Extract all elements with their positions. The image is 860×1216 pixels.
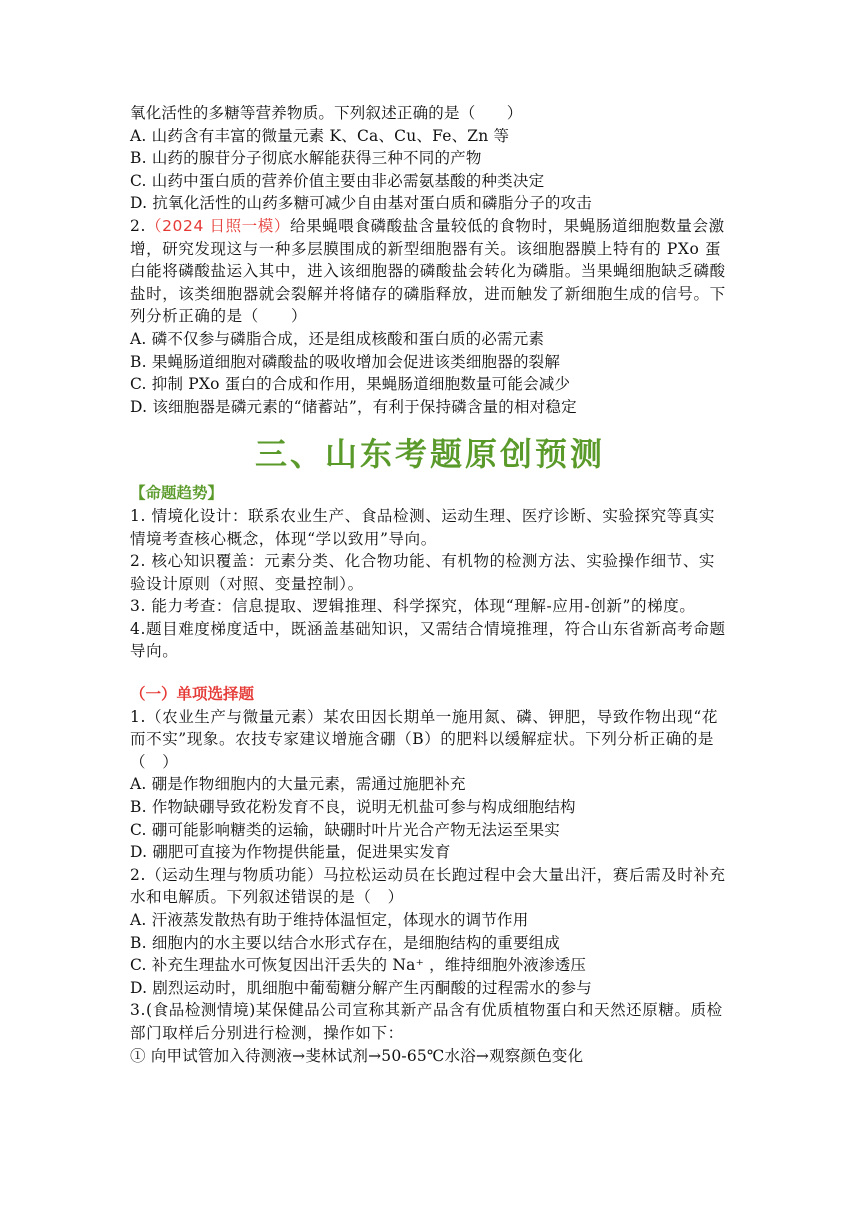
trend-item-2: 2. 核心知识覆盖：元素分类、化合物功能、有机物的检测方法、实验操作细节、实验设计原则（对照、变量控制）。: [130, 552, 716, 593]
subsection-heading: （一）单项选择题: [130, 685, 255, 704]
option-c: C. 硼可能影响糖类的运输，缺硼时叶片光合产物无法运至果实: [130, 820, 560, 839]
trend-item-3: 3. 能力考查：信息提取、逻辑推理、科学探究，体现“理解-应用-创新”的梯度。: [130, 597, 696, 616]
option-d: D. 该细胞器是磷元素的“储蓄站”，有利于保持磷含量的相对稳定: [130, 397, 577, 416]
question-stem-text: 给果蝇喂食磷酸盐含量较低的食物时，果蝇肠道细胞数量会激增，研究发现这与一种多层膜围成的新型细胞器有关。该细胞器膜上特有的 PXo 蛋白能将磷酸盐运入其中，进入该细胞器的磷酸盐会转化为磷脂。当果蝇细胞缺乏磷酸盐时，该类细胞器就会裂解并将储存的磷脂释放，进而触发了新细胞生成的信号。下列分析正确的是（ ）: [130, 216, 726, 326]
option-c: C. 补充生理盐水可恢复因出汗丢失的 Na⁺ ，维持细胞外液渗透压: [130, 956, 587, 975]
option-d: D. 抗氧化活性的山药多糖可减少自由基对蛋白质和磷脂分子的攻击: [130, 194, 592, 213]
option-d: D. 硼肥可直接为作物提供能量，促进果实发育: [130, 843, 451, 862]
option-c: C. 抑制 PXo 蛋白的合成和作用，果蝇肠道细胞数量可能会减少: [130, 375, 571, 394]
option-a: A. 硼是作物细胞内的大量元素，需通过施肥补充: [130, 775, 466, 794]
question-3-stem: 3.(食品检测情境)某保健品公司宣称其新产品含有优质植物蛋白和天然还原糖。质检部门取样后分别进行检测，操作如下：: [130, 1001, 723, 1042]
question-number: 2.: [130, 216, 146, 235]
trend-item-4: 4.题目难度梯度适中，既涵盖基础知识，又需结合情境推理，符合山东省新高考命题导向。: [130, 619, 726, 661]
option-b: B. 果蝇肠道细胞对磷酸盐的吸收增加会促进该类细胞器的裂解: [130, 352, 561, 371]
procedure-step-1: ① 向甲试管加入待测液→斐林试剂→50-65℃水浴→观察颜色变化: [130, 1046, 584, 1065]
section-title: 三、山东考题原创预测: [254, 435, 605, 474]
option-a: A. 磷不仅参与磷脂合成，还是组成核酸和蛋白质的必需元素: [130, 329, 545, 348]
source-tag: （2024 日照一模）: [146, 216, 290, 235]
option-b: B. 作物缺硼导致花粉发育不良，说明无机盐可参与构成细胞结构: [130, 798, 576, 817]
question-stem-tail: 氧化活性的多糖等营养物质。下列叙述正确的是（ ）: [130, 104, 523, 122]
option-a: A. 汗液蒸发散热有助于维持体温恒定，体现水的调节作用: [130, 911, 529, 929]
trend-heading: 【命题趋势】: [130, 484, 224, 503]
trend-item-1: 1. 情境化设计：联系农业生产、食品检测、运动生理、医疗诊断、实验探究等真实情境考查核心概念，体现“学以致用”导向。: [130, 506, 716, 548]
option-b: B. 山药的腺苷分子彻底水解能获得三种不同的产物: [130, 149, 482, 168]
question-1-stem: 1.（农业生产与微量元素）某农田因长期单一施用氮、磷、钾肥，导致作物出现“花而不实”现象。农技专家建议增施含硼（B）的肥料以缓解症状。下列分析正确的是（ ）: [130, 707, 719, 771]
option-a: A. 山药含有丰富的微量元素 K、Ca、Cu、Fe、Zn 等: [130, 126, 510, 145]
option-b: B. 细胞内的水主要以结合水形式存在，是细胞结构的重要组成: [130, 933, 561, 952]
option-c: C. 山药中蛋白质的营养价值主要由非必需氨基酸的种类决定: [130, 171, 545, 190]
document-content: [130, 102, 730, 1067]
question-2-stem: 2.（运动生理与物质功能）马拉松运动员在长跑过程中会大量出汗，赛后需及时补充水和电解质。下列叙述错误的是（ ）: [130, 865, 726, 907]
option-d: D. 剧烈运动时，肌细胞中葡萄糖分解产生丙酮酸的过程需水的参与: [130, 978, 592, 997]
question-2-stem: [130, 215, 730, 328]
